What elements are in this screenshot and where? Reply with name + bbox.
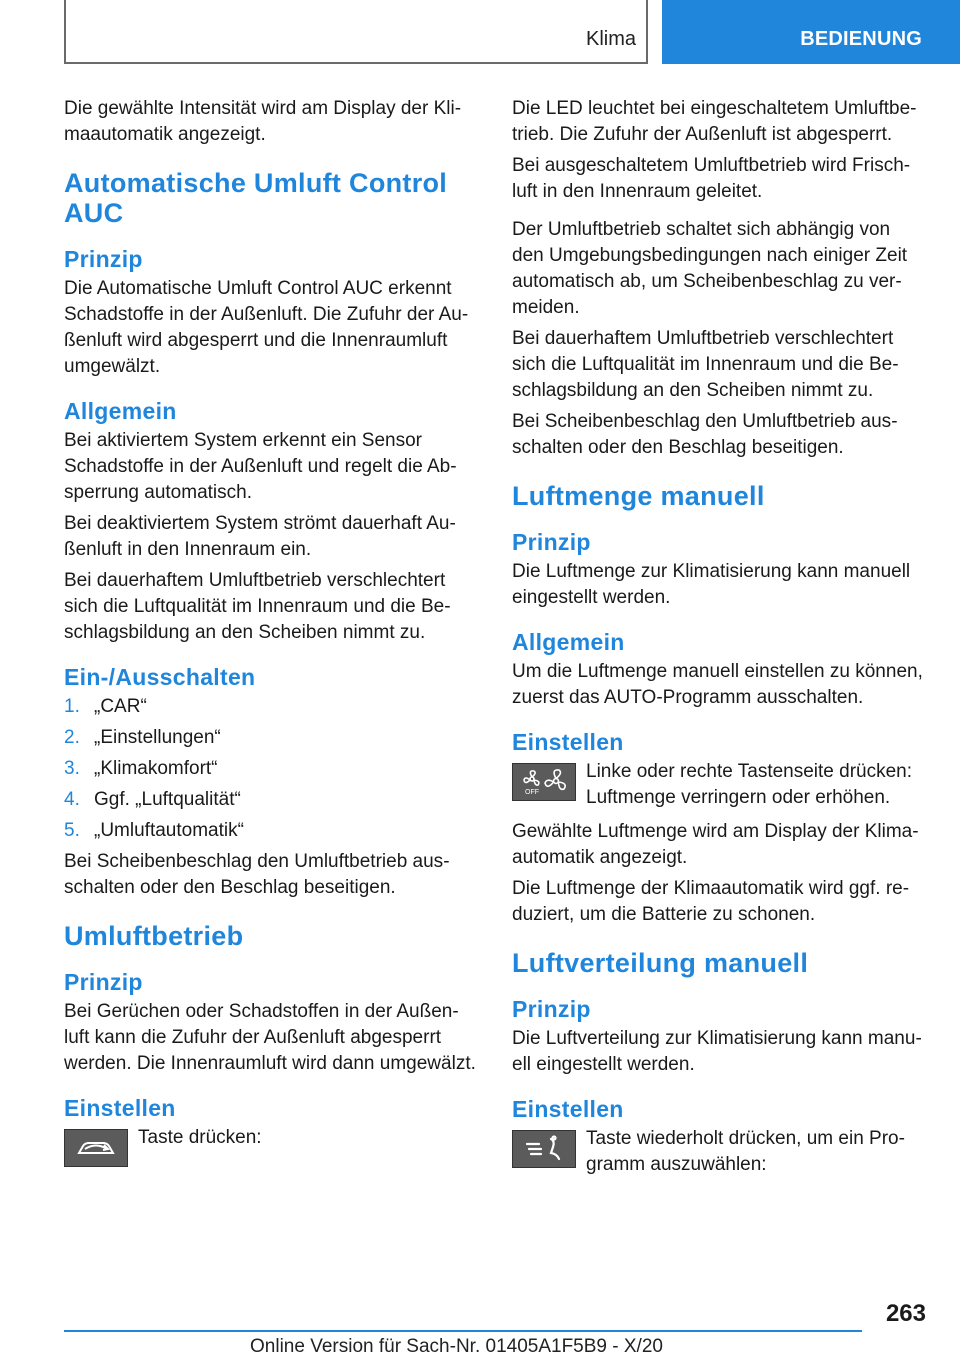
list-item — [64, 756, 476, 782]
luftmenge-allgemein-heading: Allgemein — [512, 629, 625, 655]
auc-prinzip-text: Die Automatische Umluft Control AUC erkennt Schadstoffe in der Außenluft. Die Zufuhr der Außenluft wird abgesperrt und die Innenraumluft umgewälzt. — [64, 278, 469, 377]
led-paragraph: Bei Scheibenbeschlag den Umluftbetrieb ausschalten oder den Beschlag beseitigen. — [512, 411, 898, 458]
led-paragraph: Die LED leuchtet bei eingeschaltetem Umluftbetrieb. Die Zufuhr der Außenluft ist abgesperrt. — [512, 98, 917, 145]
page-number: 263 — [885, 1300, 926, 1327]
header-section-title: Klima — [585, 28, 636, 50]
luftmenge-einstellen-text: Linke oder rechte Tastenseite drücken: Luftmenge verringern oder erhöhen. — [586, 761, 913, 808]
auc-allgemein-paragraph: Bei aktiviertem System erkennt ein Sensor Schadstoffe in der Außenluft und regelt die Absperrung automatisch. — [64, 430, 457, 503]
air-distribution-icon — [512, 1130, 576, 1168]
right-column — [512, 96, 924, 1186]
list-item — [64, 818, 476, 844]
led-paragraph: Bei ausgeschaltetem Umluftbetrieb wird Frischluft in den Innenraum geleitet. — [512, 155, 911, 202]
footer-divider — [64, 1330, 862, 1332]
luftmenge-prinzip-heading: Prinzip — [512, 529, 591, 555]
luftmenge-paragraph: Gewählte Luftmenge wird am Display der Klimaautomatik angezeigt. — [512, 821, 919, 868]
umluft-button-row — [64, 1125, 476, 1167]
luftmenge-prinzip-text: Die Luftmenge zur Klimatisierung kann manuell eingestellt werden. — [512, 561, 911, 608]
step-text: „Einstellungen“ — [94, 727, 221, 748]
auc-prinzip-heading: Prinzip — [64, 246, 143, 272]
list-item — [64, 787, 476, 813]
umluft-einstellen-text: Taste drücken: — [138, 1127, 262, 1148]
left-column — [64, 96, 476, 1175]
list-item — [64, 694, 476, 720]
luftverteilung-heading: Luftverteilung manuell — [512, 948, 809, 978]
luftverteilung-einstellen-heading: Einstellen — [512, 1096, 624, 1122]
umluft-prinzip-heading: Prinzip — [64, 969, 143, 995]
fan-off-label: OFF — [525, 789, 539, 796]
step-number: 3. — [64, 758, 80, 779]
luftverteilung-prinzip-heading: Prinzip — [512, 996, 591, 1022]
luftmenge-button-row — [512, 759, 924, 811]
umluft-heading: Umluftbetrieb — [64, 921, 244, 951]
luftmenge-paragraph: Die Luftmenge der Klimaautomatik wird ggf. reduziert, um die Batterie zu schonen. — [512, 878, 910, 925]
led-paragraph: Der Umluftbetrieb schaltet sich abhängig von den Umgebungsbedingungen nach einiger Zeit automatisch ab, um Scheibenbeschlag zu vermeiden. — [512, 219, 908, 318]
step-number: 2. — [64, 727, 80, 748]
ein-aus-heading: Ein-/Ausschalten — [64, 664, 256, 690]
auc-allgemein-paragraph: Bei dauerhaftem Umluftbetrieb verschlechtert sich die Luftqualität im Innenraum und die Beschlagsbildung an den Scheiben nimmt zu. — [64, 570, 451, 643]
step-number: 1. — [64, 696, 80, 717]
step-text: „Umluftautomatik“ — [94, 820, 244, 841]
umluft-einstellen-heading: Einstellen — [64, 1095, 176, 1121]
fan-speed-icon — [512, 763, 576, 801]
steps-list — [64, 694, 476, 844]
luftverteilung-button-row — [512, 1126, 924, 1178]
header-chapter-title: BEDIENUNG — [800, 28, 922, 50]
luftmenge-allgemein-text: Um die Luftmenge manuell einstellen zu können, zuerst das AUTO-Programm ausschalten. — [512, 661, 923, 708]
step-text: „CAR“ — [94, 696, 147, 717]
intro-paragraph: Die gewählte Intensität wird am Display der Klimaautomatik angezeigt. — [64, 98, 462, 145]
ein-aus-note: Bei Scheibenbeschlag den Umluftbetrieb ausschalten oder den Beschlag beseitigen. — [64, 851, 450, 898]
list-item — [64, 725, 476, 751]
header-chapter-tab — [662, 0, 960, 64]
luftverteilung-einstellen-text: Taste wiederholt drücken, um ein Programm auszuwählen: — [586, 1128, 905, 1175]
step-text: „Klimakomfort“ — [94, 758, 218, 779]
step-number: 4. — [64, 789, 80, 810]
luftmenge-heading: Luftmenge manuell — [512, 481, 765, 511]
luftmenge-einstellen-heading: Einstellen — [512, 729, 624, 755]
step-text: Ggf. „Luftqualität“ — [94, 789, 241, 810]
auc-heading: Automatische Umluft Control AUC — [64, 168, 448, 228]
footer-text: Online Version für Sach-Nr. 01405A1F5B9 - X/20 — [250, 1336, 663, 1357]
umluft-prinzip-text: Bei Gerüchen oder Schadstoffen in der Außenluft kann die Zufuhr der Außenluft abgesperrt werden. Die Innenraumluft wird dann umgewälzt. — [64, 1001, 476, 1074]
auc-allgemein-paragraph: Bei deaktiviertem System strömt dauerhaft Außenluft in den Innenraum ein. — [64, 513, 456, 560]
step-number: 5. — [64, 820, 80, 841]
auc-allgemein-heading: Allgemein — [64, 398, 177, 424]
luftverteilung-prinzip-text: Die Luftverteilung zur Klimatisierung kann manuell eingestellt werden. — [512, 1028, 922, 1075]
recirculation-icon — [64, 1129, 128, 1167]
led-paragraph: Bei dauerhaftem Umluftbetrieb verschlechtert sich die Luftqualität im Innenraum und die Beschlagsbildung an den Scheiben nimmt zu. — [512, 328, 899, 401]
